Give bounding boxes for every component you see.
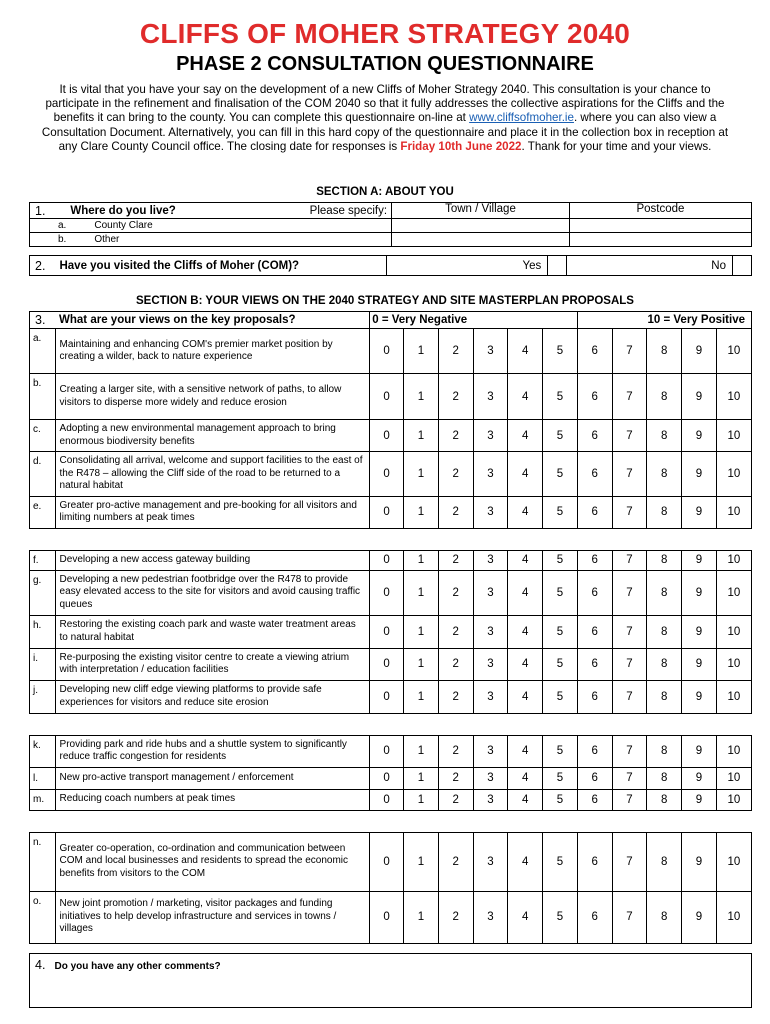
- rating-option[interactable]: 10: [716, 329, 751, 374]
- rating-option[interactable]: 3: [473, 452, 508, 497]
- rating-option[interactable]: 8: [647, 680, 682, 713]
- proposal-letter: f.: [30, 550, 56, 570]
- proposal-letter: c.: [30, 420, 56, 452]
- rating-option[interactable]: 2: [438, 680, 473, 713]
- rating-option[interactable]: 3: [473, 680, 508, 713]
- rating-option[interactable]: 6: [577, 735, 612, 767]
- q1-postcode-header: Postcode: [569, 203, 751, 219]
- rating-option[interactable]: 9: [682, 832, 717, 891]
- rating-option[interactable]: 1: [404, 891, 439, 943]
- rating-option[interactable]: 8: [647, 735, 682, 767]
- rating-option[interactable]: 7: [612, 891, 647, 943]
- rating-option[interactable]: 8: [647, 832, 682, 891]
- rating-option[interactable]: 7: [612, 452, 647, 497]
- rating-option[interactable]: 5: [543, 767, 578, 789]
- proposal-letter: l.: [30, 767, 56, 789]
- rating-option[interactable]: 1: [404, 789, 439, 810]
- rating-option[interactable]: 2: [438, 496, 473, 528]
- rating-option[interactable]: 4: [508, 452, 543, 497]
- rating-option[interactable]: 1: [404, 648, 439, 680]
- rating-option[interactable]: 7: [612, 496, 647, 528]
- rating-option[interactable]: 5: [543, 329, 578, 374]
- rating-option[interactable]: 6: [577, 570, 612, 615]
- proposal-text: Providing park and ride hubs and a shuttle system to significantly reduce traffic congestion for residents: [55, 735, 370, 767]
- proposal-text: Reducing coach numbers at peak times: [55, 789, 370, 810]
- rating-option[interactable]: 3: [473, 420, 508, 452]
- q2-table: [29, 255, 752, 276]
- q1-question-cell: [66, 203, 391, 219]
- rating-option[interactable]: 1: [404, 615, 439, 648]
- spacer-cell: [30, 810, 752, 832]
- rating-option[interactable]: 8: [647, 550, 682, 570]
- rating-option[interactable]: 8: [647, 648, 682, 680]
- rating-option[interactable]: 9: [682, 735, 717, 767]
- rating-option[interactable]: 6: [577, 648, 612, 680]
- rating-option[interactable]: 0: [370, 789, 404, 810]
- rating-option[interactable]: 6: [577, 420, 612, 452]
- rating-option[interactable]: 7: [612, 832, 647, 891]
- intro-text-2: . where you can also view a Consultation Document. Alternatively, you can fill in this hard copy of the questionnaire and place it in the collection box in reception at any Clare County Council office. The closing date for responses is: [41, 111, 729, 153]
- rating-option[interactable]: 10: [716, 496, 751, 528]
- rating-option[interactable]: 5: [543, 420, 578, 452]
- rating-option[interactable]: 9: [682, 767, 717, 789]
- rating-option[interactable]: 0: [370, 420, 404, 452]
- proposal-text: Restoring the existing coach park and waste water treatment areas to natural habitat: [55, 615, 370, 648]
- rating-option[interactable]: 4: [508, 550, 543, 570]
- rating-option[interactable]: 9: [682, 496, 717, 528]
- rating-option[interactable]: 8: [647, 789, 682, 810]
- group-spacer: [30, 810, 752, 832]
- rating-option[interactable]: 10: [716, 550, 751, 570]
- proposal-text: Developing a new access gateway building: [55, 550, 370, 570]
- proposal-row: [30, 550, 752, 570]
- q3-rows: [30, 329, 752, 944]
- q4-question: Do you have any other comments?: [54, 961, 221, 972]
- scale-low-label: 0 = Very Negative: [370, 312, 578, 329]
- rating-option[interactable]: 1: [404, 767, 439, 789]
- proposal-letter: k.: [30, 735, 56, 767]
- rating-option[interactable]: 7: [612, 374, 647, 420]
- rating-option[interactable]: 10: [716, 789, 751, 810]
- rating-option[interactable]: 4: [508, 570, 543, 615]
- rating-option[interactable]: 5: [543, 374, 578, 420]
- rating-option[interactable]: 5: [543, 496, 578, 528]
- rating-option[interactable]: 0: [370, 680, 404, 713]
- rating-option[interactable]: 5: [543, 832, 578, 891]
- q1-postcode-input-b[interactable]: [569, 233, 751, 247]
- proposal-row: [30, 735, 752, 767]
- rating-option[interactable]: 9: [682, 452, 717, 497]
- rating-option[interactable]: 7: [612, 570, 647, 615]
- website-link[interactable]: www.cliffsofmoher.ie: [469, 111, 574, 125]
- rating-option[interactable]: 2: [438, 550, 473, 570]
- proposal-text: Maintaining and enhancing COM's premier market position by creating a wilder, back to nature experience: [55, 329, 370, 374]
- q2-question: Have you visited the Cliffs of Moher (COM)?: [55, 256, 386, 276]
- rating-option[interactable]: 4: [508, 891, 543, 943]
- rating-option[interactable]: 8: [647, 615, 682, 648]
- q4-comment-box[interactable]: [30, 954, 752, 1008]
- rating-option[interactable]: 9: [682, 420, 717, 452]
- rating-option[interactable]: 6: [577, 550, 612, 570]
- proposal-text: Re-purposing the existing visitor centre to create a viewing atrium with interpretation / education facilities: [55, 648, 370, 680]
- rating-option[interactable]: 4: [508, 374, 543, 420]
- group-spacer: [30, 528, 752, 550]
- q2-no-label: No: [567, 256, 733, 276]
- rating-option[interactable]: 4: [508, 735, 543, 767]
- proposal-row: [30, 329, 752, 374]
- proposal-text: Consolidating all arrival, welcome and support facilities to the east of the R478 – allowing the Cliff side of the road to be returned to a natural habitat: [55, 452, 370, 497]
- rating-option[interactable]: 2: [438, 329, 473, 374]
- rating-option[interactable]: 8: [647, 891, 682, 943]
- rating-option[interactable]: 1: [404, 550, 439, 570]
- rating-option[interactable]: 10: [716, 832, 751, 891]
- q2-number: 2.: [30, 256, 56, 276]
- page-subtitle: PHASE 2 CONSULTATION QUESTIONNAIRE: [176, 53, 594, 75]
- proposal-letter: h.: [30, 615, 56, 648]
- proposal-letter: b.: [30, 374, 56, 420]
- rating-option[interactable]: 8: [647, 329, 682, 374]
- proposal-row: [30, 789, 752, 810]
- proposal-row: [30, 570, 752, 615]
- rating-option[interactable]: 3: [473, 374, 508, 420]
- q1-town-input-b[interactable]: [392, 233, 570, 247]
- q3-number: 3.: [30, 312, 56, 329]
- closing-date: Friday 10th June 2022: [400, 139, 522, 153]
- rating-option[interactable]: 1: [404, 374, 439, 420]
- q1-option-other[interactable]: Other: [66, 233, 391, 247]
- rating-option[interactable]: 0: [370, 550, 404, 570]
- proposal-row: [30, 832, 752, 891]
- rating-option[interactable]: 9: [682, 615, 717, 648]
- rating-option[interactable]: 10: [716, 891, 751, 943]
- proposal-row: [30, 680, 752, 713]
- q2-yes-label: Yes: [386, 256, 548, 276]
- proposal-text: Developing new cliff edge viewing platforms to provide safe experiences for visitors and reduce site erosion: [55, 680, 370, 713]
- q1-postcode-input-a[interactable]: [569, 219, 751, 233]
- rating-option[interactable]: 2: [438, 735, 473, 767]
- proposal-row: [30, 648, 752, 680]
- rating-option[interactable]: 6: [577, 789, 612, 810]
- proposal-text: New joint promotion / marketing, visitor packages and funding initiatives to help develop infrastructure and services in towns / villages: [55, 891, 370, 943]
- q1-option-letter: b.: [30, 233, 67, 247]
- q1-town-input-a[interactable]: [392, 219, 570, 233]
- spacer-cell: [30, 528, 752, 550]
- rating-option[interactable]: 5: [543, 550, 578, 570]
- rating-option[interactable]: 1: [404, 680, 439, 713]
- rating-option[interactable]: 1: [404, 329, 439, 374]
- proposal-text: Greater co-operation, co-ordination and communication between COM and local businesses and residents to spread the economic benefits from visitors to the COM: [55, 832, 370, 891]
- rating-option[interactable]: 5: [543, 789, 578, 810]
- rating-option[interactable]: 0: [370, 329, 404, 374]
- proposal-letter: o.: [30, 891, 56, 943]
- rating-option[interactable]: 3: [473, 329, 508, 374]
- rating-option[interactable]: 8: [647, 570, 682, 615]
- rating-option[interactable]: 10: [716, 767, 751, 789]
- rating-option[interactable]: 0: [370, 452, 404, 497]
- proposal-letter: d.: [30, 452, 56, 497]
- q1-option-county-clare[interactable]: County Clare: [66, 219, 391, 233]
- rating-option[interactable]: 6: [577, 374, 612, 420]
- rating-option[interactable]: 10: [716, 615, 751, 648]
- proposal-letter: e.: [30, 496, 56, 528]
- intro-paragraph: [40, 83, 730, 154]
- rating-option[interactable]: 10: [716, 570, 751, 615]
- proposal-text: Developing a new pedestrian footbridge over the R478 to provide easy elevated access to the site for visitors and avoid causing traffic queues: [55, 570, 370, 615]
- q1-number: 1.: [30, 203, 67, 219]
- q1-specify-label: Please specify:: [309, 204, 388, 217]
- rating-option[interactable]: 7: [612, 550, 647, 570]
- rating-option[interactable]: 0: [370, 832, 404, 891]
- scale-high-label: 10 = Very Positive: [577, 312, 751, 329]
- rating-option[interactable]: 9: [682, 374, 717, 420]
- rating-option[interactable]: 6: [577, 832, 612, 891]
- intro-text-1: It is vital that you have your say on the development of a new Cliffs of Moher Strategy 2040. This consultation is your chance to participate in the refinement and finalisation of the COM 2040 so that it fully addresses the collective aspirations for the Cliffs and the benefits it can bring to the county. You can complete this questionnaire on-line at: [45, 83, 725, 125]
- proposal-row: [30, 615, 752, 648]
- proposal-text: New pro-active transport management / enforcement: [55, 767, 370, 789]
- proposal-row: [30, 767, 752, 789]
- rating-option[interactable]: 1: [404, 452, 439, 497]
- proposal-letter: a.: [30, 329, 56, 374]
- q2-yes-checkbox[interactable]: [548, 256, 567, 276]
- q3-question: What are your views on the key proposals?: [55, 312, 370, 329]
- rating-option[interactable]: 4: [508, 648, 543, 680]
- rating-option[interactable]: 0: [370, 615, 404, 648]
- proposal-text: Creating a larger site, with a sensitive network of paths, to allow visitors to disperse more widely and reduce erosion: [55, 374, 370, 420]
- rating-option[interactable]: 2: [438, 420, 473, 452]
- q1-town-header: Town / Village: [392, 203, 570, 219]
- q1-option-letter: a.: [30, 219, 67, 233]
- rating-option[interactable]: 2: [438, 648, 473, 680]
- rating-option[interactable]: 8: [647, 767, 682, 789]
- rating-option[interactable]: 3: [473, 550, 508, 570]
- rating-option[interactable]: 3: [473, 496, 508, 528]
- rating-option[interactable]: 3: [473, 832, 508, 891]
- rating-option[interactable]: 4: [508, 832, 543, 891]
- proposal-letter: n.: [30, 832, 56, 891]
- rating-option[interactable]: 4: [508, 767, 543, 789]
- rating-option[interactable]: 5: [543, 891, 578, 943]
- rating-option[interactable]: 2: [438, 891, 473, 943]
- rating-option[interactable]: 2: [438, 789, 473, 810]
- rating-option[interactable]: 0: [370, 570, 404, 615]
- proposal-text: Greater pro-active management and pre-booking for all visitors and limiting numbers at peak times: [55, 496, 370, 528]
- rating-option[interactable]: 5: [543, 452, 578, 497]
- rating-option[interactable]: 8: [647, 452, 682, 497]
- rating-option[interactable]: 2: [438, 374, 473, 420]
- proposal-row: [30, 420, 752, 452]
- rating-option[interactable]: 9: [682, 680, 717, 713]
- rating-option[interactable]: 3: [473, 891, 508, 943]
- rating-option[interactable]: 10: [716, 452, 751, 497]
- rating-option[interactable]: 7: [612, 735, 647, 767]
- rating-option[interactable]: 4: [508, 329, 543, 374]
- rating-option[interactable]: 2: [438, 452, 473, 497]
- rating-option[interactable]: 7: [612, 329, 647, 374]
- rating-option[interactable]: 9: [682, 891, 717, 943]
- rating-option[interactable]: 0: [370, 891, 404, 943]
- group-spacer: [30, 713, 752, 735]
- q4-table: [29, 953, 752, 1008]
- rating-option[interactable]: 3: [473, 789, 508, 810]
- q1-table: [29, 202, 752, 247]
- rating-option[interactable]: 2: [438, 615, 473, 648]
- proposal-row: [30, 374, 752, 420]
- q2-no-checkbox[interactable]: [732, 256, 751, 276]
- rating-option[interactable]: 10: [716, 680, 751, 713]
- rating-option[interactable]: 8: [647, 496, 682, 528]
- proposal-letter: g.: [30, 570, 56, 615]
- rating-option[interactable]: 6: [577, 615, 612, 648]
- q3-table: [29, 311, 752, 944]
- rating-option[interactable]: 10: [716, 374, 751, 420]
- rating-option[interactable]: 9: [682, 789, 717, 810]
- proposal-letter: j.: [30, 680, 56, 713]
- proposal-row: [30, 496, 752, 528]
- rating-option[interactable]: 9: [682, 329, 717, 374]
- rating-option[interactable]: 6: [577, 452, 612, 497]
- rating-option[interactable]: 1: [404, 832, 439, 891]
- rating-option[interactable]: 4: [508, 789, 543, 810]
- proposal-row: [30, 891, 752, 943]
- rating-option[interactable]: 1: [404, 420, 439, 452]
- q1-question: Where do you live?: [70, 204, 176, 217]
- rating-option[interactable]: 6: [577, 891, 612, 943]
- rating-option[interactable]: 1: [404, 496, 439, 528]
- rating-option[interactable]: 3: [473, 615, 508, 648]
- proposal-letter: i.: [30, 648, 56, 680]
- rating-option[interactable]: 3: [473, 735, 508, 767]
- rating-option[interactable]: 6: [577, 680, 612, 713]
- rating-option[interactable]: 3: [473, 570, 508, 615]
- rating-option[interactable]: 7: [612, 420, 647, 452]
- spacer-cell: [30, 713, 752, 735]
- rating-option[interactable]: 0: [370, 648, 404, 680]
- rating-option[interactable]: 3: [473, 648, 508, 680]
- rating-option[interactable]: 0: [370, 496, 404, 528]
- proposal-row: [30, 452, 752, 497]
- rating-option[interactable]: 5: [543, 570, 578, 615]
- rating-option[interactable]: 2: [438, 570, 473, 615]
- rating-option[interactable]: 6: [577, 496, 612, 528]
- section-a-heading: SECTION A: ABOUT YOU: [316, 186, 454, 198]
- rating-option[interactable]: 4: [508, 680, 543, 713]
- proposal-text: Adopting a new environmental management approach to bring enormous biodiversity benefits: [55, 420, 370, 452]
- rating-option[interactable]: 10: [716, 420, 751, 452]
- rating-option[interactable]: 4: [508, 496, 543, 528]
- proposal-letter: m.: [30, 789, 56, 810]
- rating-option[interactable]: 9: [682, 570, 717, 615]
- rating-option[interactable]: 8: [647, 420, 682, 452]
- rating-option[interactable]: 5: [543, 680, 578, 713]
- rating-option[interactable]: 4: [508, 420, 543, 452]
- rating-option[interactable]: 5: [543, 648, 578, 680]
- page-title: CLIFFS OF MOHER STRATEGY 2040: [139, 18, 631, 49]
- rating-option[interactable]: 6: [577, 767, 612, 789]
- rating-option[interactable]: 8: [647, 374, 682, 420]
- rating-option[interactable]: 5: [543, 735, 578, 767]
- rating-option[interactable]: 1: [404, 570, 439, 615]
- rating-option[interactable]: 0: [370, 735, 404, 767]
- rating-option[interactable]: 4: [508, 615, 543, 648]
- rating-option[interactable]: 3: [473, 767, 508, 789]
- rating-option[interactable]: 5: [543, 615, 578, 648]
- rating-option[interactable]: 9: [682, 648, 717, 680]
- rating-option[interactable]: 10: [716, 735, 751, 767]
- section-b-heading: SECTION B: YOUR VIEWS ON THE 2040 STRATEGY AND SITE MASTERPLAN PROPOSALS: [136, 295, 634, 307]
- rating-option[interactable]: 2: [438, 767, 473, 789]
- rating-option[interactable]: 7: [612, 680, 647, 713]
- rating-option[interactable]: 1: [404, 735, 439, 767]
- rating-option[interactable]: 7: [612, 615, 647, 648]
- rating-option[interactable]: 6: [577, 329, 612, 374]
- q4-number: 4.: [35, 958, 46, 972]
- rating-option[interactable]: 10: [716, 648, 751, 680]
- rating-option[interactable]: 2: [438, 832, 473, 891]
- rating-option[interactable]: 0: [370, 374, 404, 420]
- rating-option[interactable]: 7: [612, 648, 647, 680]
- intro-text-3: . Thank for your time and your views.: [521, 139, 712, 153]
- rating-option[interactable]: 9: [682, 550, 717, 570]
- rating-option[interactable]: 7: [612, 789, 647, 810]
- rating-option[interactable]: 7: [612, 767, 647, 789]
- rating-option[interactable]: 0: [370, 767, 404, 789]
